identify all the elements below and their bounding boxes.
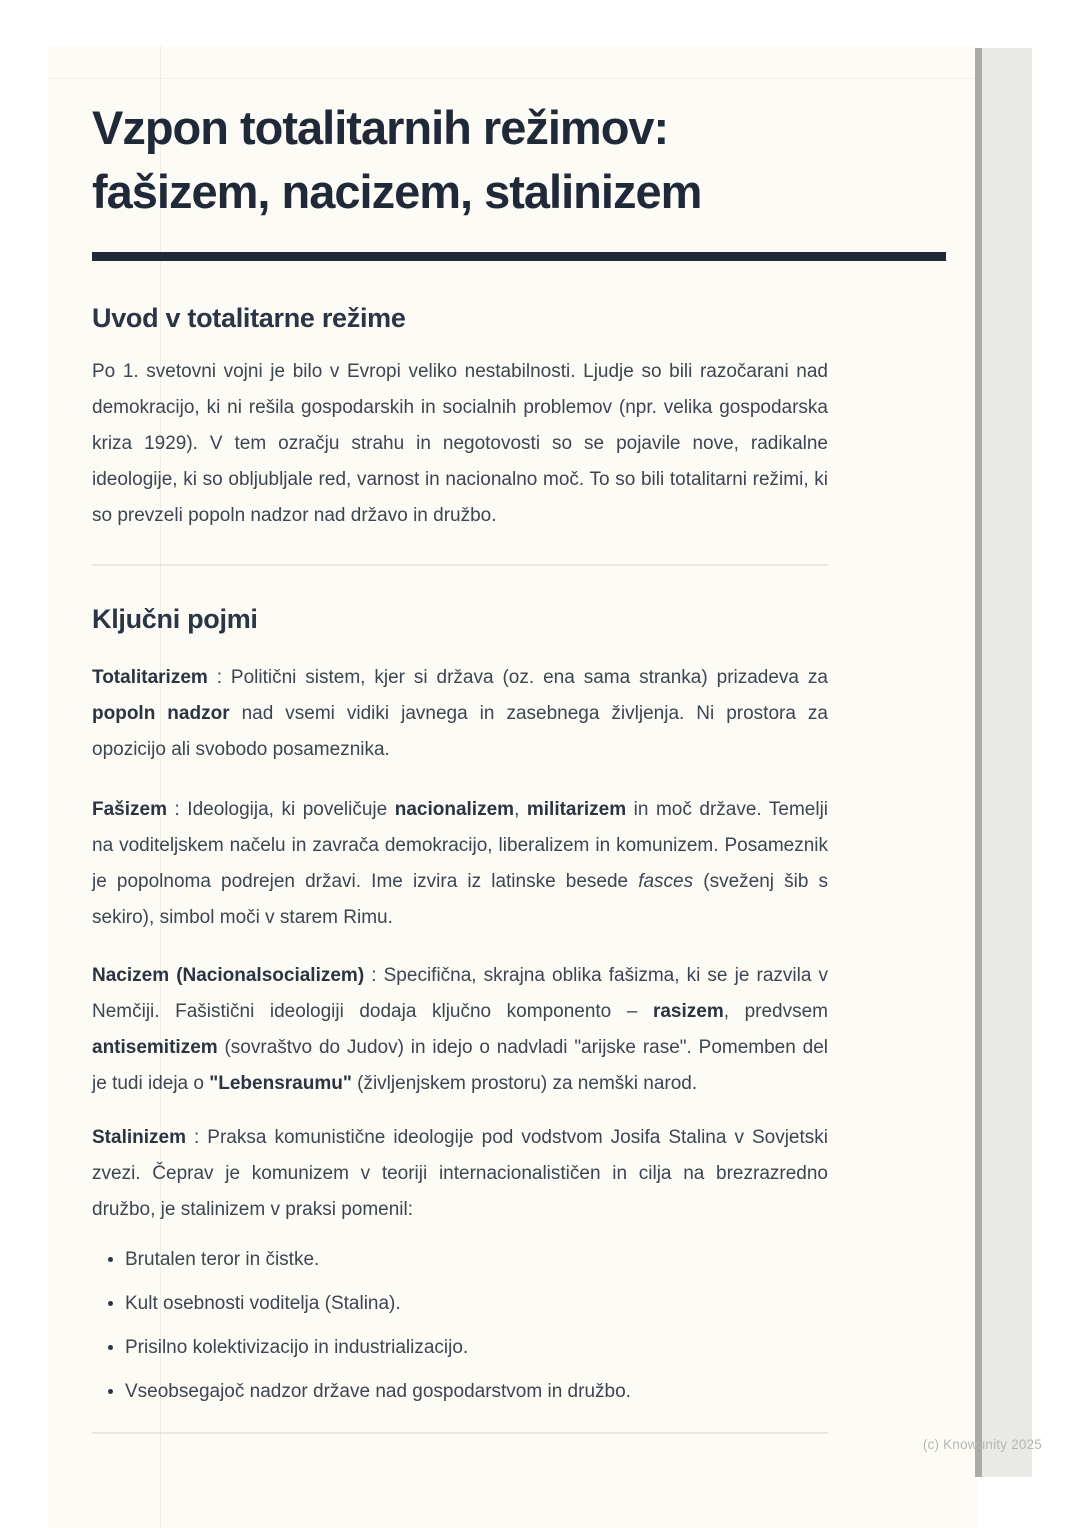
copyright-watermark: (c) Knowunity 2025	[922, 1437, 1042, 1452]
document-title	[92, 96, 952, 224]
text-run: : Praksa komunistične ideologije pod vodstvom Josifa Stalina v Sovjetski zvezi. Čeprav je komunizem v teoriji internacionalističen in cilja na brezrazredno družbo, je stalinizem v praksi pomenil:	[92, 1127, 828, 1220]
title-underline-rule	[92, 252, 946, 261]
section-divider	[92, 564, 828, 566]
intro-paragraph	[92, 354, 828, 534]
text-run: : Politični sistem, kjer si država (oz. ena sama stranka) prizadeva za	[207, 667, 828, 688]
bold-term: antisemitizem	[92, 1037, 218, 1058]
text-run: nad vsemi vidiki javnega in zasebnega življenja. Ni prostora za opozicijo ali svobodo posameznika.	[92, 703, 828, 760]
bold-term: Stalinizem	[92, 1127, 186, 1148]
page-texture-seam-horizontal	[48, 78, 977, 79]
bold-term: "Lebensraumu"	[209, 1073, 352, 1094]
definition-totalitarizem	[92, 660, 828, 768]
bottom-divider	[92, 1432, 828, 1434]
document-title-line-1: Vzpon totalitarnih režimov:	[92, 101, 669, 154]
text-run: (sovraštvo do Judov) in idejo o nadvladi "arijske rase". Pomemben del je tudi ideja o	[92, 1037, 828, 1094]
text-run: (sveženj šib s sekiro), simbol moči v starem Rimu.	[92, 871, 828, 928]
text-run: : Specifična, skrajna oblika fašizma, ki se je razvila v Nemčiji. Fašistični ideologiji dodaja ključno komponento –	[92, 965, 828, 1022]
definition-nacizem	[92, 958, 828, 1102]
text-run: , predvsem	[723, 1001, 828, 1022]
stalinizem-bullet-list	[92, 1242, 828, 1410]
bold-term: Totalitarizem	[92, 667, 208, 688]
bold-term: Fašizem	[92, 799, 167, 820]
text-run: in moč države. Temelji na voditeljskem načelu in zavrača demokracijo, liberalizem in komunizem. Posameznik je popolnoma podrejen državi. Ime izvira iz latinske besede	[92, 799, 829, 892]
text-run: Po 1. svetovni vojni je bilo v Evropi veliko nestabilnosti. Ljudje so bili razočarani nad demokracijo, ki ni rešila gospodarskih in socialnih problemov (npr. velika gospodarska kriza 1929). V tem ozračju strahu in negotovosti so se pojavile nove, radikalne ideologije, ki so obljubljale red, varnost in nacionalno moč. To so bili totalitarni režimi, ki so prevzeli popoln nadzor nad državo in družbo.	[92, 361, 828, 526]
italic-term: fasces	[638, 871, 694, 892]
page-edge-shadow	[975, 48, 982, 1477]
list-item: • Kult osebnosti voditelja (Stalina).	[125, 1286, 828, 1322]
list-item: • Brutalen teror in čistke.	[125, 1242, 828, 1278]
section-heading-uvod: Uvod v totalitarne režime	[92, 303, 406, 333]
definition-stalinizem	[92, 1120, 828, 1228]
bold-term: nacionalizem	[394, 799, 515, 820]
text-run: ,	[514, 799, 527, 820]
bold-term: Nacizem (Nacionalsocializem)	[92, 965, 365, 986]
bold-term: militarizem	[526, 799, 627, 820]
text-run: : Ideologija, ki poveličuje	[166, 799, 395, 820]
list-item: • Prisilno kolektivizacijo in industrializacijo.	[125, 1330, 828, 1366]
list-item: • Vseobsegajoč nadzor države nad gospodarstvom in družbo.	[125, 1374, 828, 1410]
section-heading-kljucni-pojmi: Ključni pojmi	[92, 604, 258, 634]
scrollbar-track[interactable]	[982, 48, 1032, 1477]
document-title-line-2: fašizem, nacizem, stalinizem	[92, 165, 702, 218]
document-content	[92, 96, 828, 1434]
definition-fasizem	[92, 792, 828, 936]
text-run: (življenjskem prostoru) za nemški narod.	[351, 1073, 698, 1094]
bold-term: popoln nadzor	[92, 703, 230, 724]
bold-term: rasizem	[652, 1001, 724, 1022]
